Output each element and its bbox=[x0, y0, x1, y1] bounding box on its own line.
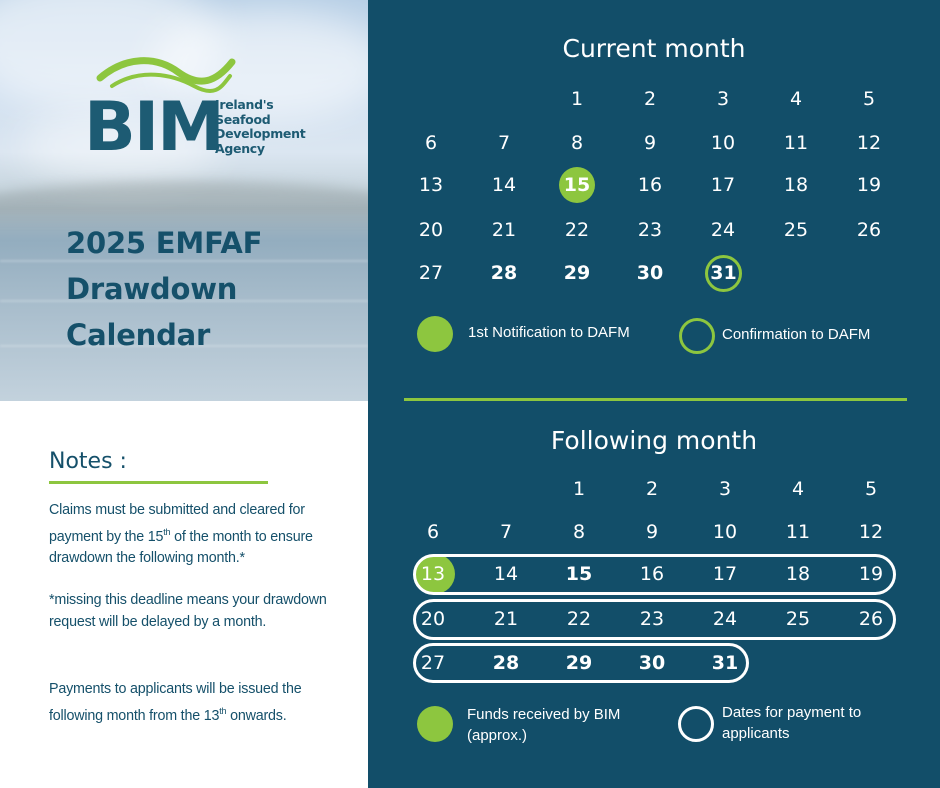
calendar-day-21: 21 bbox=[493, 608, 519, 630]
calendar-day-10: 10 bbox=[710, 132, 736, 154]
calendar-day-31: 31 bbox=[705, 255, 742, 292]
calendar-day-5: 5 bbox=[864, 478, 878, 500]
calendar-day-7: 7 bbox=[499, 521, 513, 543]
calendar-day-27: 27 bbox=[420, 652, 446, 674]
calendar-day-17: 17 bbox=[710, 174, 736, 196]
calendar-panel bbox=[368, 0, 940, 788]
calendar-day-24: 24 bbox=[710, 219, 736, 241]
confirmation-legend-icon bbox=[679, 318, 715, 354]
calendar-day-18: 18 bbox=[783, 174, 809, 196]
payment-dates-legend-icon bbox=[678, 706, 714, 742]
calendar-day-16: 16 bbox=[639, 563, 665, 585]
notification-legend-icon bbox=[417, 316, 453, 352]
calendar-day-16: 16 bbox=[637, 174, 663, 196]
logo-wordmark: BIM bbox=[84, 88, 223, 167]
confirmation-legend-label: Confirmation to DAFM bbox=[722, 326, 871, 343]
calendar-day-1: 1 bbox=[572, 478, 586, 500]
calendar-day-10: 10 bbox=[712, 521, 738, 543]
calendar-day-26: 26 bbox=[856, 219, 882, 241]
logo-agency-name: Ireland's Seafood Development Agency bbox=[215, 97, 306, 156]
calendar-day-15: 15 bbox=[559, 167, 595, 203]
notes-heading: Notes : bbox=[49, 449, 127, 474]
calendar-day-23: 23 bbox=[639, 608, 665, 630]
calendar-day-13: 13 bbox=[420, 563, 446, 585]
calendar-day-24: 24 bbox=[712, 608, 738, 630]
calendar-day-12: 12 bbox=[856, 132, 882, 154]
calendar-day-9: 9 bbox=[645, 521, 659, 543]
calendar-day-22: 22 bbox=[564, 219, 590, 241]
calendar-day-4: 4 bbox=[789, 88, 803, 110]
calendar-day-31: 31 bbox=[711, 652, 739, 674]
calendar-day-4: 4 bbox=[791, 478, 805, 500]
calendar-day-20: 20 bbox=[418, 219, 444, 241]
calendar-day-14: 14 bbox=[491, 174, 517, 196]
calendar-day-30: 30 bbox=[636, 262, 664, 284]
calendar-day-22: 22 bbox=[566, 608, 592, 630]
page-title: 2025 EMFAF Drawdown Calendar bbox=[66, 226, 263, 352]
header-photo bbox=[0, 0, 368, 401]
calendar-day-2: 2 bbox=[645, 478, 659, 500]
note-paragraph-3: Payments to applicants will be issued the following month from the 13th onwards. bbox=[49, 681, 302, 724]
calendar-day-21: 21 bbox=[491, 219, 517, 241]
calendar-day-8: 8 bbox=[572, 521, 586, 543]
following-month-title: Following month bbox=[550, 426, 758, 455]
notification-legend-label: 1st Notification to DAFM bbox=[468, 324, 630, 341]
calendar-day-9: 9 bbox=[643, 132, 657, 154]
funds-received-legend-label: Funds received by BIM (approx.) bbox=[467, 706, 621, 744]
calendar-day-17: 17 bbox=[712, 563, 738, 585]
calendar-day-15: 15 bbox=[565, 563, 593, 585]
calendar-day-7: 7 bbox=[497, 132, 511, 154]
calendar-day-25: 25 bbox=[783, 219, 809, 241]
calendar-day-6: 6 bbox=[426, 521, 440, 543]
calendar-day-18: 18 bbox=[785, 563, 811, 585]
calendar-day-11: 11 bbox=[783, 132, 809, 154]
calendar-day-19: 19 bbox=[856, 174, 882, 196]
note-paragraph-2: *missing this deadline means your drawdown request will be delayed by a month. bbox=[49, 592, 327, 630]
calendar-day-28: 28 bbox=[492, 652, 520, 674]
calendar-day-14: 14 bbox=[493, 563, 519, 585]
notes-divider bbox=[49, 481, 268, 484]
calendar-day-11: 11 bbox=[785, 521, 811, 543]
calendar-day-29: 29 bbox=[563, 262, 591, 284]
calendar-day-27: 27 bbox=[418, 262, 444, 284]
section-divider bbox=[404, 398, 907, 401]
calendar-day-28: 28 bbox=[490, 262, 518, 284]
calendar-day-6: 6 bbox=[424, 132, 438, 154]
notes-panel bbox=[0, 401, 368, 788]
calendar-day-30: 30 bbox=[638, 652, 666, 674]
calendar-day-25: 25 bbox=[785, 608, 811, 630]
current-month-title: Current month bbox=[562, 34, 746, 63]
calendar-day-26: 26 bbox=[858, 608, 884, 630]
calendar-day-19: 19 bbox=[858, 563, 884, 585]
calendar-day-20: 20 bbox=[420, 608, 446, 630]
calendar-day-13: 13 bbox=[418, 174, 444, 196]
calendar-day-5: 5 bbox=[862, 88, 876, 110]
calendar-day-23: 23 bbox=[637, 219, 663, 241]
calendar-day-29: 29 bbox=[565, 652, 593, 674]
bim-logo bbox=[84, 52, 314, 167]
calendar-day-3: 3 bbox=[716, 88, 730, 110]
calendar-day-1: 1 bbox=[570, 88, 584, 110]
funds-received-legend-icon bbox=[417, 706, 453, 742]
calendar-day-8: 8 bbox=[570, 132, 584, 154]
calendar-day-2: 2 bbox=[643, 88, 657, 110]
calendar-day-3: 3 bbox=[718, 478, 732, 500]
calendar-day-12: 12 bbox=[858, 521, 884, 543]
payment-dates-legend-label: Dates for payment to applicants bbox=[722, 704, 862, 742]
note-paragraph-1: Claims must be submitted and cleared for payment by the 15th of the month to ensure drawdown the following month.* bbox=[49, 502, 313, 566]
